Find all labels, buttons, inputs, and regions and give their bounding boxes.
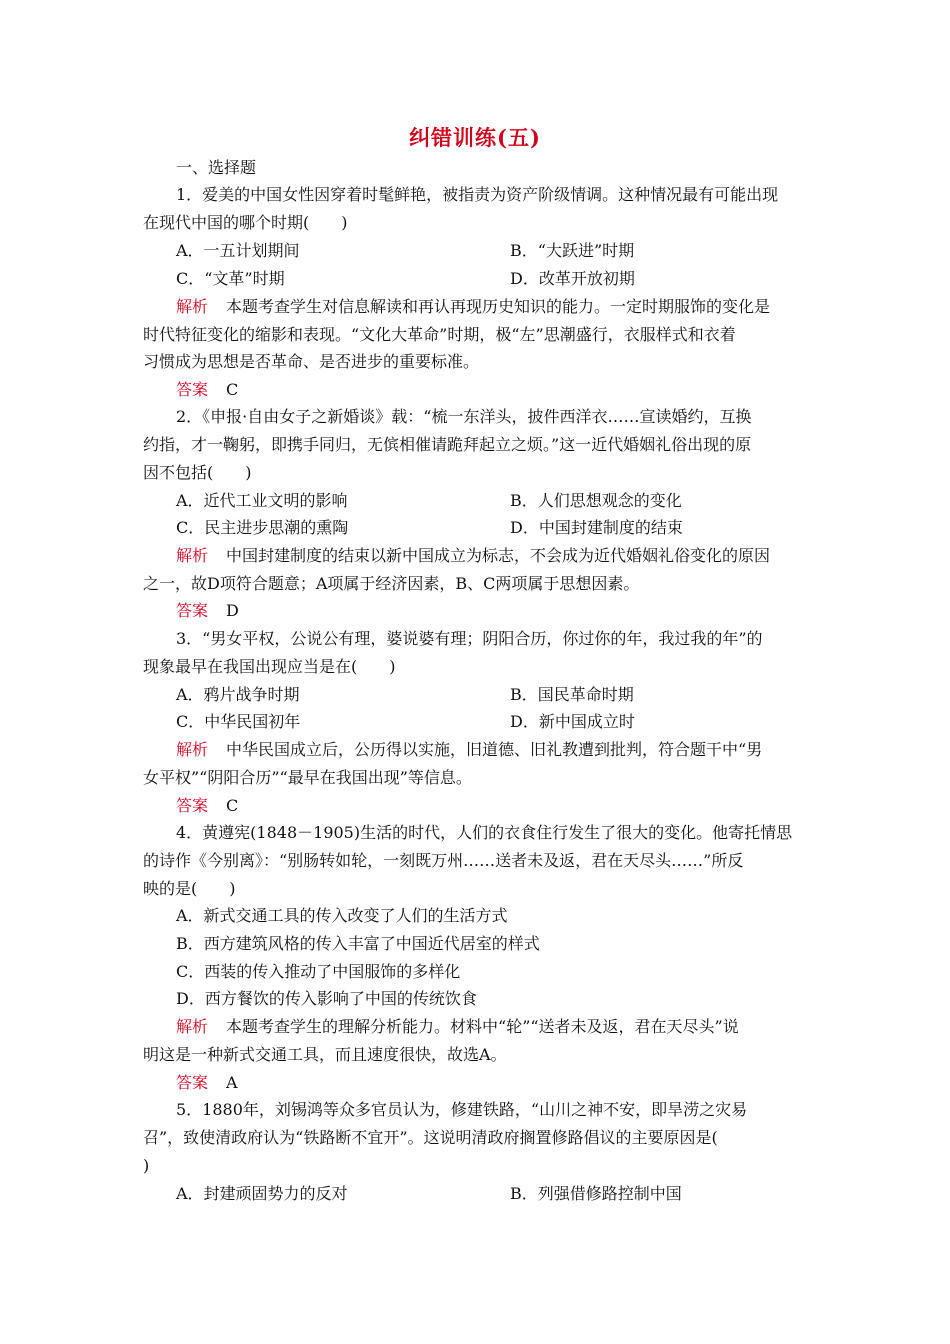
question-5-line-3: ) <box>143 1156 150 1175</box>
option-1a: A．一五计划期间 <box>176 241 300 260</box>
option-4c: C．西装的传入推动了中国服饰的多样化 <box>176 962 461 981</box>
question-2-line-2: 约指，才一鞠躬，即携手同归，无傧相催请跪拜起立之烦。”这一近代婚姻礼俗出现的原 <box>143 435 752 454</box>
answer-3 <box>176 795 238 817</box>
analysis-1-text: 本题考查学生对信息解读和再认再现历史知识的能力。一定时期服饰的变化是 <box>226 297 771 316</box>
analysis-2-line-1 <box>176 545 770 567</box>
page-title: 纠错训练(五) <box>409 125 541 150</box>
analysis-2-text: 中国封建制度的结束以新中国成立为标志，不会成为近代婚姻礼俗变化的原因 <box>226 546 771 565</box>
option-2b: B．人们思想观念的变化 <box>510 491 682 510</box>
analysis-4-line-1 <box>176 1016 739 1038</box>
answer-label: 答案 <box>176 1073 209 1092</box>
analysis-1-line-1 <box>176 296 770 318</box>
analysis-label: 解析 <box>176 1017 209 1036</box>
question-5-line-2: 召”，致使清政府认为“铁路断不宜开”。这说明清政府搁置修路倡议的主要原因是( <box>143 1128 718 1147</box>
analysis-2-line-2: 之一，故D项符合题意；A项属于经济因素，B、C两项属于思想因素。 <box>143 574 640 593</box>
analysis-3-line-2: 女平权”“阴阳合历”“最早在我国出现”等信息。 <box>143 768 472 787</box>
analysis-label: 解析 <box>176 546 209 565</box>
answer-2-value: D <box>226 601 239 620</box>
question-5-line-1: 5．1880年，刘锡鸿等众多官员认为，修建铁路，“山川之神不安，即旱涝之灾易 <box>176 1100 748 1119</box>
question-3-line-2: 现象最早在我国出现应当是在( ) <box>143 657 396 676</box>
analysis-label: 解析 <box>176 297 209 316</box>
answer-4-value: A <box>226 1073 238 1092</box>
option-1c: C．“文革”时期 <box>176 269 285 288</box>
option-1d: D．改革开放初期 <box>510 269 635 288</box>
answer-label: 答案 <box>176 601 209 620</box>
answer-1-value: C <box>226 380 239 399</box>
option-2c: C．民主进步思潮的熏陶 <box>176 518 349 537</box>
analysis-3-text: 中华民国成立后，公历得以实施，旧道德、旧礼教遭到批判，符合题干中“男 <box>226 740 763 759</box>
question-2-line-1: 2．《申报·自由女子之新婚谈》载：“梳一东洋头，披件西洋衣……宣读婚约，互换 <box>176 407 752 426</box>
answer-label: 答案 <box>176 380 209 399</box>
answer-2 <box>176 600 239 622</box>
answer-1 <box>176 379 238 401</box>
analysis-label: 解析 <box>176 740 209 759</box>
answer-3-value: C <box>226 796 239 815</box>
analysis-4-line-2: 明这是一种新式交通工具，而且速度很快，故选A。 <box>143 1045 507 1064</box>
option-4d: D．西方餐饮的传入影响了中国的传统饮食 <box>176 989 477 1008</box>
option-2d: D．中国封建制度的结束 <box>510 518 683 537</box>
option-3b: B．国民革命时期 <box>510 685 634 704</box>
option-3c: C．中华民国初年 <box>176 712 301 731</box>
question-4-line-3: 映的是( ) <box>143 879 236 898</box>
question-4-line-2: 的诗作《今别离》：“别肠转如轮，一刻既万州……送者未及返，君在天尽头……”所反 <box>143 851 744 870</box>
analysis-3-line-1 <box>176 739 762 761</box>
question-4-line-1: 4．黄遵宪(1848－1905)生活的时代，人们的衣食住行发生了很大的变化。他寄托情思 <box>176 823 793 842</box>
analysis-1-line-3: 习惯成为思想是否革命、是否进步的重要标准。 <box>143 352 480 371</box>
option-3a: A．鸦片战争时期 <box>176 685 300 704</box>
option-4a: A．新式交通工具的传入改变了人们的生活方式 <box>176 906 508 925</box>
question-1-line-1: 1．爱美的中国女性因穿着时髦鲜艳，被指责为资产阶级情调。这种情况最有可能出现 <box>176 185 779 204</box>
option-4b: B．西方建筑风格的传入丰富了中国近代居室的样式 <box>176 934 540 953</box>
question-1-line-2: 在现代中国的哪个时期( ) <box>143 213 348 232</box>
question-2-line-3: 因不包括( ) <box>143 463 252 482</box>
analysis-4-text: 本题考查学生的理解分析能力。材料中“轮”“送者未及返，君在天尽头”说 <box>226 1017 739 1036</box>
section-heading: 一、选择题 <box>176 158 257 177</box>
analysis-1-line-2: 时代特征变化的缩影和表现。“文化大革命”时期，极“左”思潮盛行，衣服样式和衣着 <box>143 325 736 344</box>
answer-4 <box>176 1072 238 1094</box>
option-2a: A．近代工业文明的影响 <box>176 491 348 510</box>
option-5b: B．列强借修路控制中国 <box>510 1184 682 1203</box>
option-1b: B．“大跃进”时期 <box>510 241 635 260</box>
question-3-line-1: 3．“男女平权，公说公有理，婆说婆有理；阴阳合历，你过你的年，我过我的年”的 <box>176 629 763 648</box>
answer-label: 答案 <box>176 796 209 815</box>
option-3d: D．新中国成立时 <box>510 712 635 731</box>
option-5a: A．封建顽固势力的反对 <box>176 1184 348 1203</box>
